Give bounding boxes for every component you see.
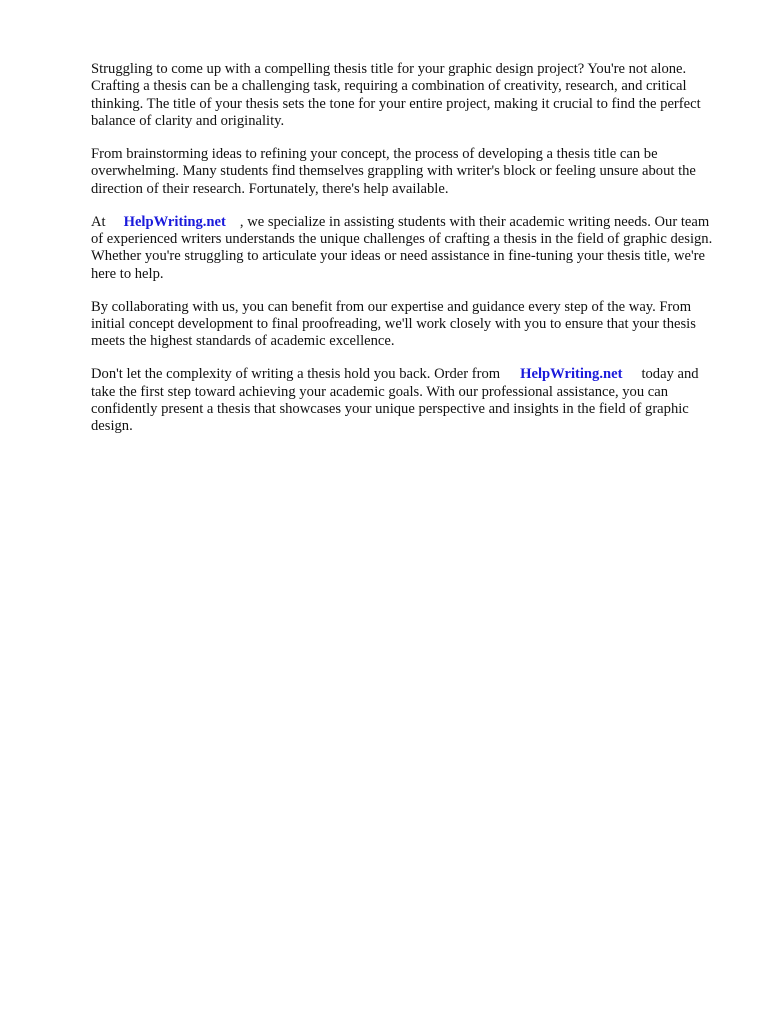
helpwriting-link-2[interactable]: HelpWriting.net <box>520 366 623 383</box>
paragraph-call-to-action <box>91 366 719 436</box>
paragraph-3-body-text: , we specialize in assisting students with their academic writing needs. Our team of experienced writers understands the unique challenges of crafting a thesis in the field of graphic design. Whether you're struggling to articulate your ideas or need assistance in fine-tuning your thesis title, we're here to help. <box>91 213 713 282</box>
paragraph-brainstorming: From brainstorming ideas to refining your concept, the process of developing a thesis title can be overwhelming. Many students find themselves grappling with writer's block or feeling unsure about the direction of their research. Fortunately, there's help available. <box>91 146 696 197</box>
paragraph-3-lead-text: At <box>91 213 106 230</box>
paragraph-collaboration: By collaborating with us, you can benefit from our expertise and guidance every step of the way. From initial concept development to final proofreading, we'll work closely with you to ensure that your thesis meets the highest standards of academic excellence. <box>91 298 696 350</box>
paragraph-intro: Struggling to come up with a compelling thesis title for your graphic design project? You're not alone. Crafting a thesis can be a challenging task, requiring a combination of creativity, research, and critical thinking. The title of your thesis sets the tone for your entire project, making it crucial to find the perfect balance of clarity and originality. <box>91 61 701 130</box>
paragraph-5-body-text: today and take the first step toward achieving your academic goals. With our professional assistance, you can confidently present a thesis that showcases your unique perspective and insights in the field of graphic design. <box>91 366 699 435</box>
paragraph-5-lead-text: Don't let the complexity of writing a thesis hold you back. Order from <box>91 366 501 383</box>
helpwriting-link-1[interactable]: HelpWriting.net <box>123 213 226 230</box>
paragraph-helpwriting-intro <box>91 214 719 284</box>
document-page <box>91 61 719 451</box>
